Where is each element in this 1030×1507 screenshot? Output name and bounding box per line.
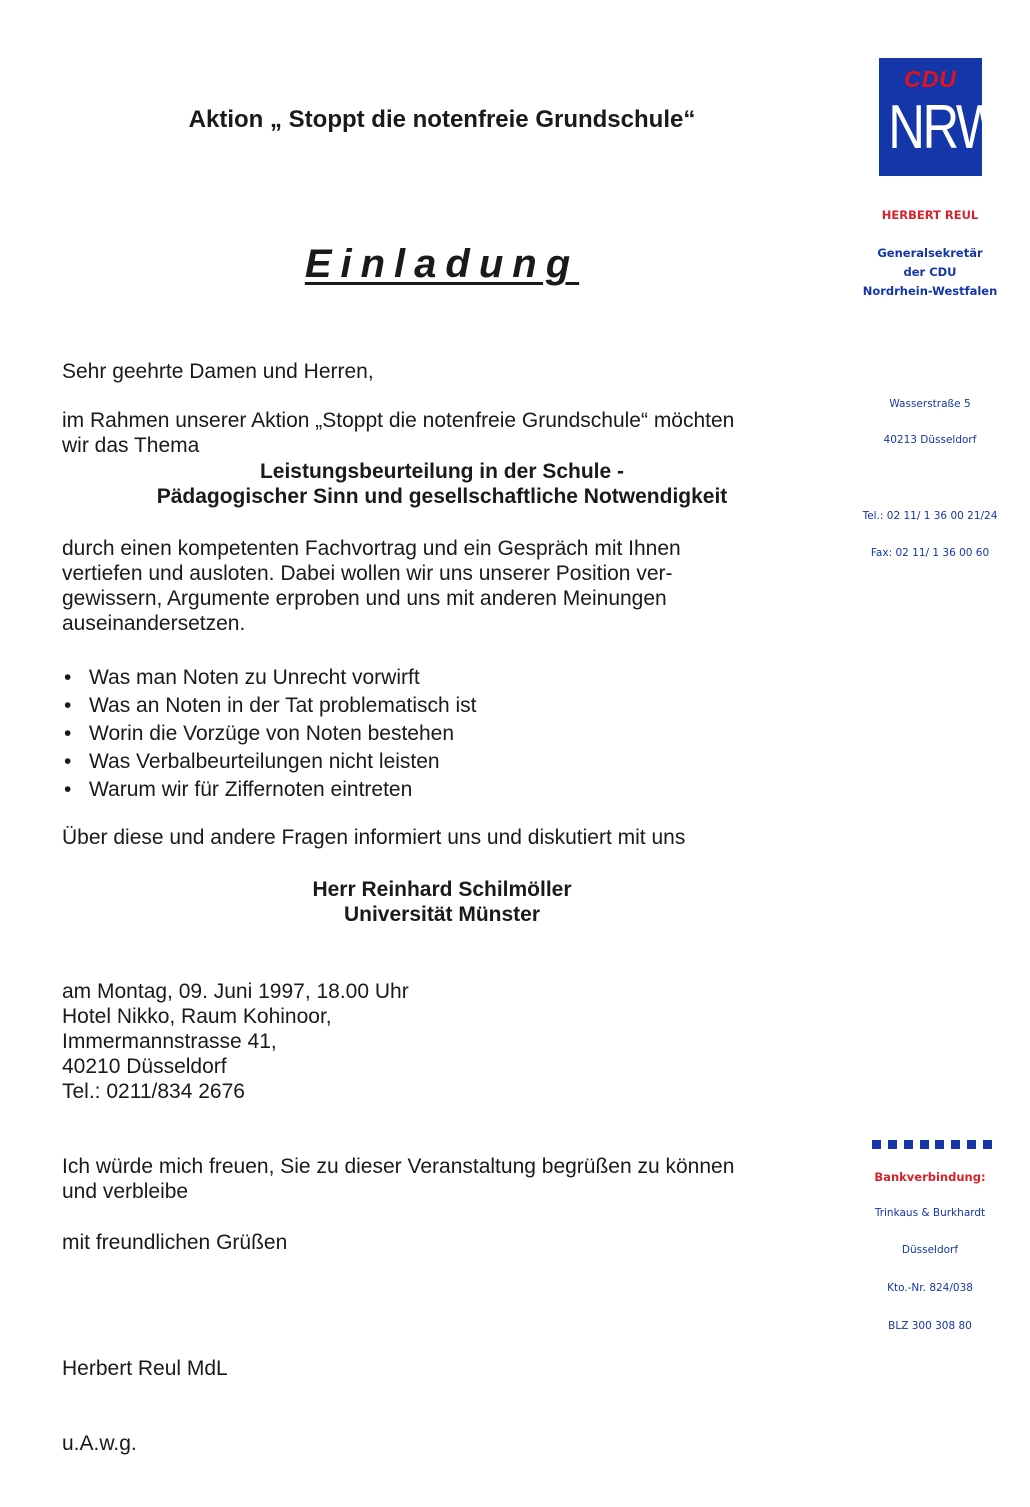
topic-line: Leistungsbeurteilung in der Schule -	[259, 460, 625, 483]
bank-name: Trinkaus & Burkhardt	[874, 1207, 986, 1219]
regards: mit freundlichen Grüßen	[62, 1231, 288, 1254]
body-line: durch einen kompetenten Fachvortrag und ein Gespräch mit Ihnen	[62, 537, 681, 560]
list-item-text: Warum wir für Ziffernoten eintreten	[89, 778, 413, 801]
speaker-affiliation: Universität Münster	[343, 903, 541, 926]
sender-tel: Tel.: 02 11/ 1 36 00 21/24	[862, 510, 998, 522]
body-line: auseinandersetzen.	[62, 612, 246, 635]
square-icon	[888, 1140, 897, 1149]
square-icon	[983, 1140, 992, 1149]
bullet-icon: •	[64, 750, 72, 773]
closing-line: und verbleibe	[62, 1180, 189, 1203]
square-icon	[920, 1140, 929, 1149]
intro-line: wir das Thema	[62, 434, 200, 457]
list-item	[62, 664, 477, 692]
sender-street: Wasserstraße 5	[889, 398, 971, 410]
bullet-icon: •	[64, 722, 72, 745]
invitation-title: Einladung	[304, 242, 580, 286]
sender-role: Nordrhein-Westfalen	[862, 284, 998, 298]
square-icon	[904, 1140, 913, 1149]
questions-line: Über diese und andere Fragen informiert uns und diskutiert mit uns	[62, 826, 686, 849]
body-line: gewissern, Argumente erproben und uns mit anderen Meinungen	[62, 587, 667, 610]
decorative-squares	[872, 1140, 992, 1150]
signature-note: u.A.w.g.	[62, 1432, 137, 1455]
list-item	[62, 692, 477, 720]
bank-label: Bankverbindung:	[874, 1170, 986, 1184]
salutation: Sehr geehrte Damen und Herren,	[62, 360, 374, 383]
venue-line: Hotel Nikko, Raum Kohinoor,	[62, 1005, 332, 1028]
sender-role: Generalsekretär	[877, 246, 983, 260]
intro-line: im Rahmen unserer Aktion „Stoppt die notenfreie Grundschule“ möchten	[62, 409, 735, 432]
cdu-nrw-logo	[879, 58, 1002, 176]
bank-blz: BLZ 300 308 80	[888, 1320, 972, 1332]
body-line: vertiefen und ausloten. Dabei wollen wir uns unserer Position ver-	[62, 562, 673, 585]
campaign-heading: Aktion „ Stoppt die notenfreie Grundschule“	[188, 106, 696, 133]
venue-line: Immermannstrasse 41,	[62, 1030, 277, 1053]
venue-phone: Tel.: 0211/834 2676	[62, 1080, 245, 1103]
sender-city: 40213 Düsseldorf	[883, 434, 977, 446]
venue-line: 40210 Düsseldorf	[62, 1055, 227, 1078]
bullet-icon: •	[64, 666, 72, 689]
sender-fax: Fax: 02 11/ 1 36 00 60	[870, 547, 990, 559]
event-date: am Montag, 09. Juni 1997, 18.00 Uhr	[62, 980, 409, 1003]
list-item-text: Was Verbalbeurteilungen nicht leisten	[89, 750, 440, 773]
list-item-text: Worin die Vorzüge von Noten bestehen	[89, 722, 455, 745]
topic-line: Pädagogischer Sinn und gesellschaftliche Notwendigkeit	[156, 485, 728, 508]
bullet-icon: •	[64, 778, 72, 801]
square-icon	[951, 1140, 960, 1149]
logo-nrw-text: NRW	[888, 93, 1002, 162]
speaker-name: Herr Reinhard Schilmöller	[312, 878, 572, 901]
closing-line: Ich würde mich freuen, Sie zu dieser Veranstaltung begrüßen zu können	[62, 1155, 735, 1178]
bank-account: Kto.-Nr. 824/038	[887, 1282, 973, 1294]
logo-cdu-text: CDU	[904, 66, 957, 92]
signature-name: Herbert Reul MdL	[62, 1357, 228, 1380]
list-item	[62, 720, 477, 748]
list-item-text: Was an Noten in der Tat problematisch ist	[89, 694, 477, 717]
square-icon	[967, 1140, 976, 1149]
bank-city: Düsseldorf	[901, 1244, 959, 1256]
sender-name: HERBERT REUL	[881, 208, 979, 222]
square-icon	[872, 1140, 881, 1149]
square-icon	[935, 1140, 944, 1149]
list-item	[62, 776, 477, 804]
topic-list	[62, 664, 477, 804]
list-item	[62, 748, 477, 776]
sender-role: der CDU	[903, 265, 957, 279]
list-item-text: Was man Noten zu Unrecht vorwirft	[89, 666, 420, 689]
bullet-icon: •	[64, 694, 72, 717]
